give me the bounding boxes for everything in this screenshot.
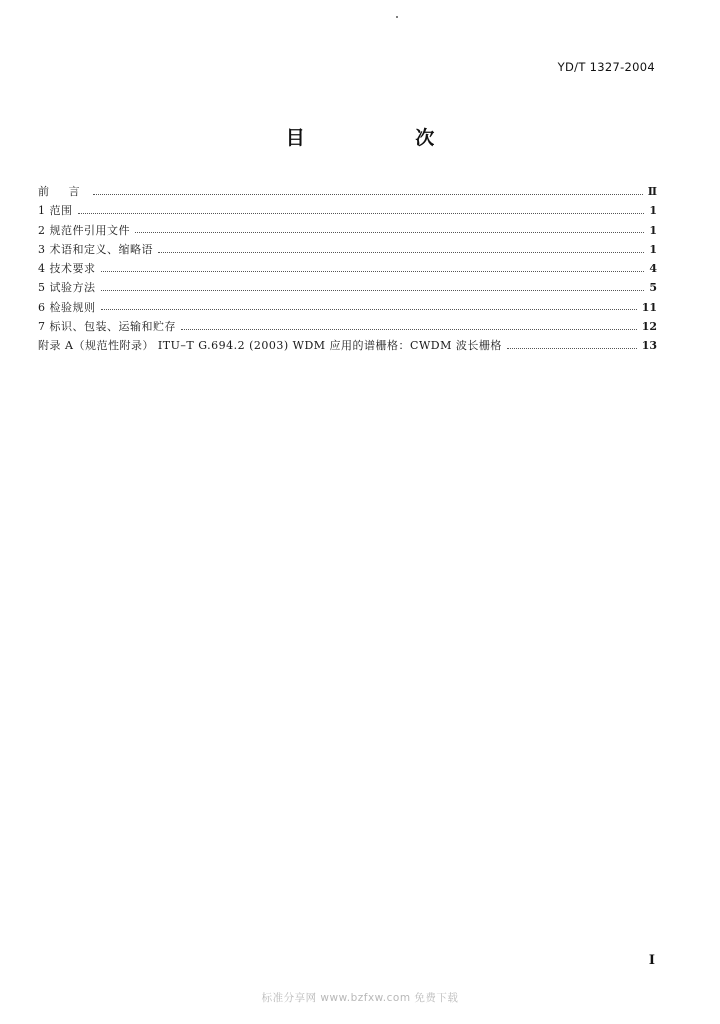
toc-entry-foreword[interactable] bbox=[38, 182, 657, 201]
toc-entry-normative-references[interactable] bbox=[38, 221, 657, 240]
toc-dot-leader bbox=[93, 193, 643, 195]
toc-entry-page: Ⅱ bbox=[647, 185, 657, 198]
toc-entry-page: 12 bbox=[641, 320, 657, 334]
toc-entry-inspection-rules[interactable] bbox=[38, 298, 657, 317]
toc-entry-label: 1 范围 bbox=[38, 204, 73, 218]
toc-entry-page: 13 bbox=[641, 339, 657, 353]
toc-entry-label: 4 技术要求 bbox=[38, 262, 96, 276]
toc-entry-scope[interactable] bbox=[38, 201, 657, 220]
toc-entry-label: 前 言 bbox=[38, 185, 88, 198]
toc-entry-label: 5 试验方法 bbox=[38, 281, 96, 295]
toc-entry-label: 7 标识、包装、运输和贮存 bbox=[38, 320, 176, 334]
standard-code: YD/T 1327-2004 bbox=[557, 60, 655, 74]
toc-dot-leader bbox=[135, 231, 644, 233]
toc-entry-technical-requirements[interactable] bbox=[38, 259, 657, 278]
toc-dot-leader bbox=[78, 212, 645, 214]
page-number: I bbox=[648, 953, 655, 968]
toc-entry-test-methods[interactable] bbox=[38, 278, 657, 297]
toc-dot-leader bbox=[101, 289, 645, 291]
scan-speck bbox=[396, 16, 398, 18]
toc-entry-terms-definitions[interactable] bbox=[38, 240, 657, 259]
toc-entry-page: 1 bbox=[649, 204, 657, 218]
toc-entry-label: 2 规范件引用文件 bbox=[38, 223, 130, 237]
toc-entry-page: 1 bbox=[649, 242, 657, 256]
toc-entry-label: 6 检验规则 bbox=[38, 300, 96, 314]
toc-dot-leader bbox=[181, 328, 637, 330]
toc-entry-annex-a[interactable] bbox=[38, 336, 657, 355]
toc-entry-marking-packaging[interactable] bbox=[38, 317, 657, 336]
toc-entry-page: 4 bbox=[649, 262, 657, 276]
toc-entry-page: 1 bbox=[649, 223, 657, 237]
toc-dot-leader bbox=[101, 308, 637, 310]
table-of-contents bbox=[38, 182, 657, 356]
toc-entry-page: 11 bbox=[641, 300, 657, 314]
toc-dot-leader bbox=[158, 251, 644, 253]
toc-entry-label: 3 术语和定义、缩略语 bbox=[38, 242, 153, 256]
watermark-text: 标准分享网 www.bzfxw.com 免费下载 bbox=[261, 992, 459, 1004]
toc-entry-label: 附录 A（规范性附录） ITU–T G.694.2 (2003) WDM 应用的谱栅格：CWDM 波长栅格 bbox=[38, 339, 502, 353]
toc-entry-page: 5 bbox=[649, 281, 657, 295]
toc-dot-leader bbox=[101, 270, 645, 272]
toc-dot-leader bbox=[507, 347, 637, 349]
toc-title: 目 次 bbox=[285, 127, 487, 149]
